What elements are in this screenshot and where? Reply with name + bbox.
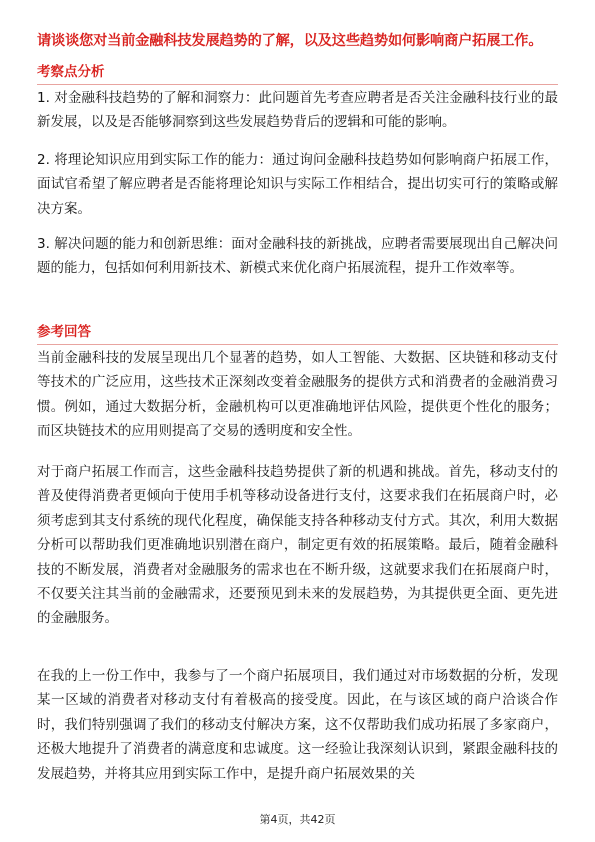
page-footer: 第4页，共42页: [259, 813, 336, 826]
answer-divider: [37, 344, 558, 345]
analysis-section-title: 考察点分析: [37, 64, 105, 80]
question-heading: 请谈谈您对当前金融科技发展趋势的了解，以及这些趋势如何影响商户拓展工作。: [37, 33, 543, 49]
answer-paragraph-1: 当前金融科技的发展呈现出几个显著的趋势，如人工智能、大数据、区块链和移动支付等技术的广泛应用，这些技术正深刻改变着金融服务的提供方式和消费者的金融消费习惯。例如，通过大数据分析，金融机构可以更准确地评估风险，提供更个性化的服务；而区块链技术的应用则提高了交易的透明度和安全性。: [37, 350, 558, 440]
answer-paragraph-2: 对于商户拓展工作而言，这些金融科技趋势提供了新的机遇和挑战。首先，移动支付的普及使得消费者更倾向于使用手机等移动设备进行支付，这要求我们在拓展商户时，必须考虑到其支付系统的现代化程度，确保能支持各种移动支付方式。其次，利用大数据分析可以帮助我们更准确地识别潜在商户，制定更有效的拓展策略。最后，随着金融科技的不断发展，消费者对金融服务的需求也在不断升级，这就要求我们在拓展商户时，不仅要关注其当前的金融需求，还要预见到未来的发展趋势，为其提供更全面、更先进的金融服务。: [37, 464, 558, 627]
analysis-point-1: 1. 对金融科技趋势的了解和洞察力：此问题首先考查应聘者是否关注金融科技行业的最新发展，以及是否能够洞察到这些发展趋势背后的逻辑和可能的影响。: [37, 90, 558, 131]
answer-paragraph-3: 在我的上一份工作中，我参与了一个商户拓展项目，我们通过对市场数据的分析，发现某一区域的消费者对移动支付有着极高的接受度。因此，在与该区域的商户洽谈合作时，我们特别强调了我们的移动支付解决方案，这不仅帮助我们成功拓展了多家商户，还极大地提升了消费者的满意度和忠诚度。这一经验让我深刻认识到，紧跟金融科技的发展趋势，并将其应用到实际工作中，是提升商户拓展效果的关: [37, 668, 558, 782]
analysis-divider: [37, 84, 558, 85]
answer-section-title: 参考回答: [37, 324, 91, 340]
analysis-point-3: 3. 解决问题的能力和创新思维：面对金融科技的新挑战，应聘者需要展现出自己解决问题的能力，包括如何利用新技术、新模式来优化商户拓展流程，提升工作效率等。: [37, 236, 558, 277]
analysis-point-2: 2. 将理论知识应用到实际工作的能力：通过询问金融科技趋势如何影响商户拓展工作，面试官希望了解应聘者是否能将理论知识与实际工作相结合，提出切实可行的策略或解决方案。: [37, 152, 558, 217]
